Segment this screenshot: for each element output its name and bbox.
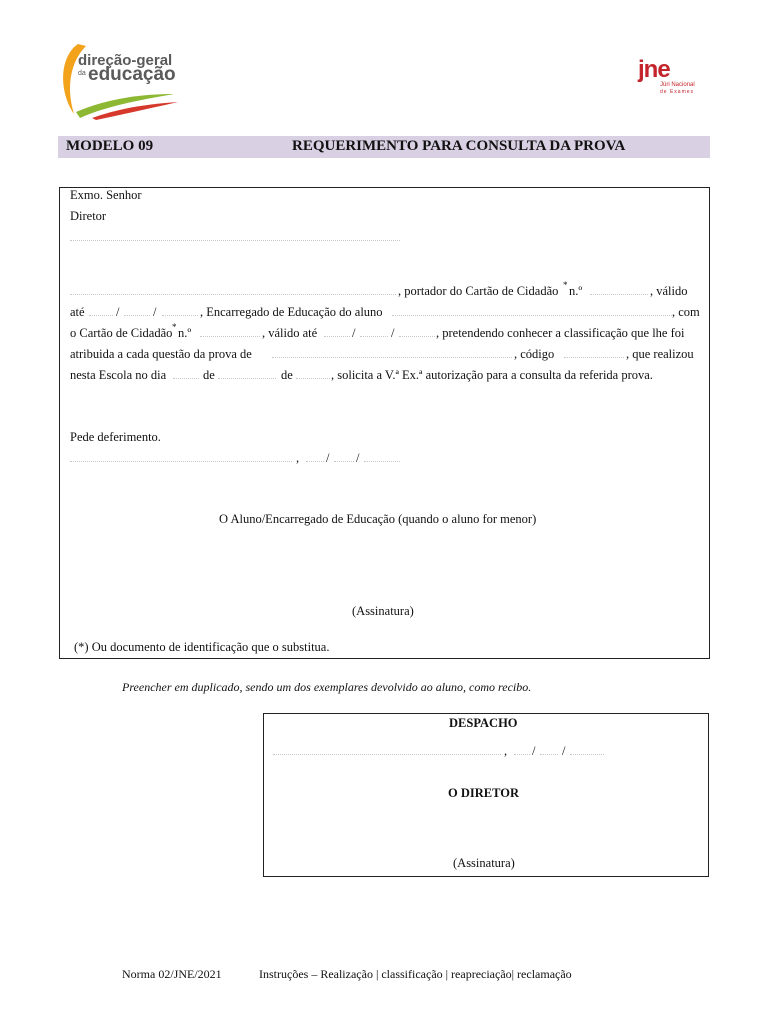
jne-logo-subtitle-2: de Exames bbox=[660, 89, 695, 95]
model-number: MODELO 09 bbox=[66, 138, 154, 154]
cc-no-label-2: n.º bbox=[178, 326, 192, 340]
despacho-location-field[interactable] bbox=[273, 754, 501, 755]
valid-year-field[interactable] bbox=[162, 315, 198, 316]
request-month-field[interactable] bbox=[334, 461, 354, 462]
atribuida-text: atribuida a cada questão da prova de bbox=[70, 347, 252, 361]
date-slash: / bbox=[532, 744, 536, 758]
jne-logo-subtitle-1: Júri Nacional bbox=[660, 82, 695, 88]
nesta-escola-text: nesta Escola no dia bbox=[70, 368, 167, 382]
director-label: O DIRETOR bbox=[448, 786, 519, 800]
despacho-month-field[interactable] bbox=[540, 754, 558, 755]
asterisk-mark: * bbox=[563, 280, 568, 290]
location-field[interactable] bbox=[70, 461, 292, 462]
codigo-text: , código bbox=[514, 347, 555, 361]
jne-logo-letters: jne bbox=[638, 56, 670, 83]
exam-month-field[interactable] bbox=[218, 378, 276, 379]
request-form-box bbox=[59, 187, 710, 659]
student-name-field[interactable] bbox=[70, 294, 396, 295]
request-day-field[interactable] bbox=[306, 461, 324, 462]
date-slash: / bbox=[391, 326, 395, 340]
despacho-comma: , bbox=[504, 744, 508, 758]
solicita-text: , solicita a V.ª Ex.ª autorização para a consulta da referida prova. bbox=[331, 368, 653, 382]
date-slash: / bbox=[562, 744, 566, 758]
signer-label: O Aluno/Encarregado de Educação (quando o aluno for menor) bbox=[219, 512, 537, 526]
dge-logo-text-line2: educação bbox=[88, 64, 176, 85]
date-slash: / bbox=[356, 451, 360, 465]
date-slash: / bbox=[153, 305, 157, 319]
valid-month-field-2[interactable] bbox=[360, 336, 388, 337]
cc-number-field[interactable] bbox=[590, 294, 648, 295]
valido-text: , válido bbox=[650, 284, 688, 298]
despacho-title: DESPACHO bbox=[449, 716, 518, 730]
footer-norma: Norma 02/JNE/2021 bbox=[122, 967, 222, 981]
cartao-text: o Cartão de Cidadão bbox=[70, 326, 173, 340]
date-slash: / bbox=[352, 326, 356, 340]
signature-label: (Assinatura) bbox=[352, 604, 414, 618]
que-realizou-text: , que realizou bbox=[626, 347, 694, 361]
pretendendo-text: , pretendendo conhecer a classificação que lhe foi bbox=[436, 326, 685, 340]
exam-day-field[interactable] bbox=[173, 378, 199, 379]
cc-no-label: n.º bbox=[569, 284, 583, 298]
valid-year-field-2[interactable] bbox=[399, 336, 435, 337]
request-year-field[interactable] bbox=[364, 461, 400, 462]
salutation: Exmo. Senhor bbox=[70, 188, 142, 202]
footer-instructions: Instruções – Realização | classificação | reapreciação| reclamação bbox=[259, 967, 572, 981]
exam-code-field[interactable] bbox=[564, 357, 624, 358]
instruction-note: Preencher em duplicado, sendo um dos exemplares devolvido ao aluno, como recibo. bbox=[122, 680, 532, 694]
dge-logo-text-da: da bbox=[78, 70, 86, 77]
pede-deferimento: Pede deferimento. bbox=[70, 430, 161, 444]
exam-year-field[interactable] bbox=[296, 378, 330, 379]
portador-text: , portador do Cartão de Cidadão bbox=[398, 284, 559, 298]
cc-number-field-2[interactable] bbox=[200, 336, 260, 337]
de-text-1: de bbox=[203, 368, 215, 382]
date-slash: / bbox=[116, 305, 120, 319]
recipient-name-field[interactable] bbox=[70, 240, 400, 241]
form-title: REQUERIMENTO PARA CONSULTA DA PROVA bbox=[292, 138, 626, 154]
footnote: (*) Ou documento de identificação que o substitua. bbox=[74, 640, 330, 654]
despacho-signature-label: (Assinatura) bbox=[453, 856, 515, 870]
valid-day-field[interactable] bbox=[89, 315, 113, 316]
despacho-day-field[interactable] bbox=[514, 754, 530, 755]
recipient: Diretor bbox=[70, 209, 107, 223]
student-field[interactable] bbox=[392, 315, 672, 316]
location-comma: , bbox=[296, 451, 300, 465]
exam-subject-field[interactable] bbox=[272, 357, 512, 358]
com-text: , com bbox=[672, 305, 700, 319]
valido-ate-text: , válido até bbox=[262, 326, 318, 340]
valid-month-field[interactable] bbox=[124, 315, 150, 316]
encarregado-text: , Encarregado de Educação do aluno bbox=[200, 305, 383, 319]
dge-logo-text-line1: direção-geral bbox=[78, 52, 173, 69]
despacho-year-field[interactable] bbox=[570, 754, 604, 755]
valid-day-field-2[interactable] bbox=[324, 336, 350, 337]
date-slash: / bbox=[326, 451, 330, 465]
asterisk-mark: * bbox=[172, 322, 177, 332]
ate-text: até bbox=[70, 305, 85, 319]
de-text-2: de bbox=[281, 368, 293, 382]
